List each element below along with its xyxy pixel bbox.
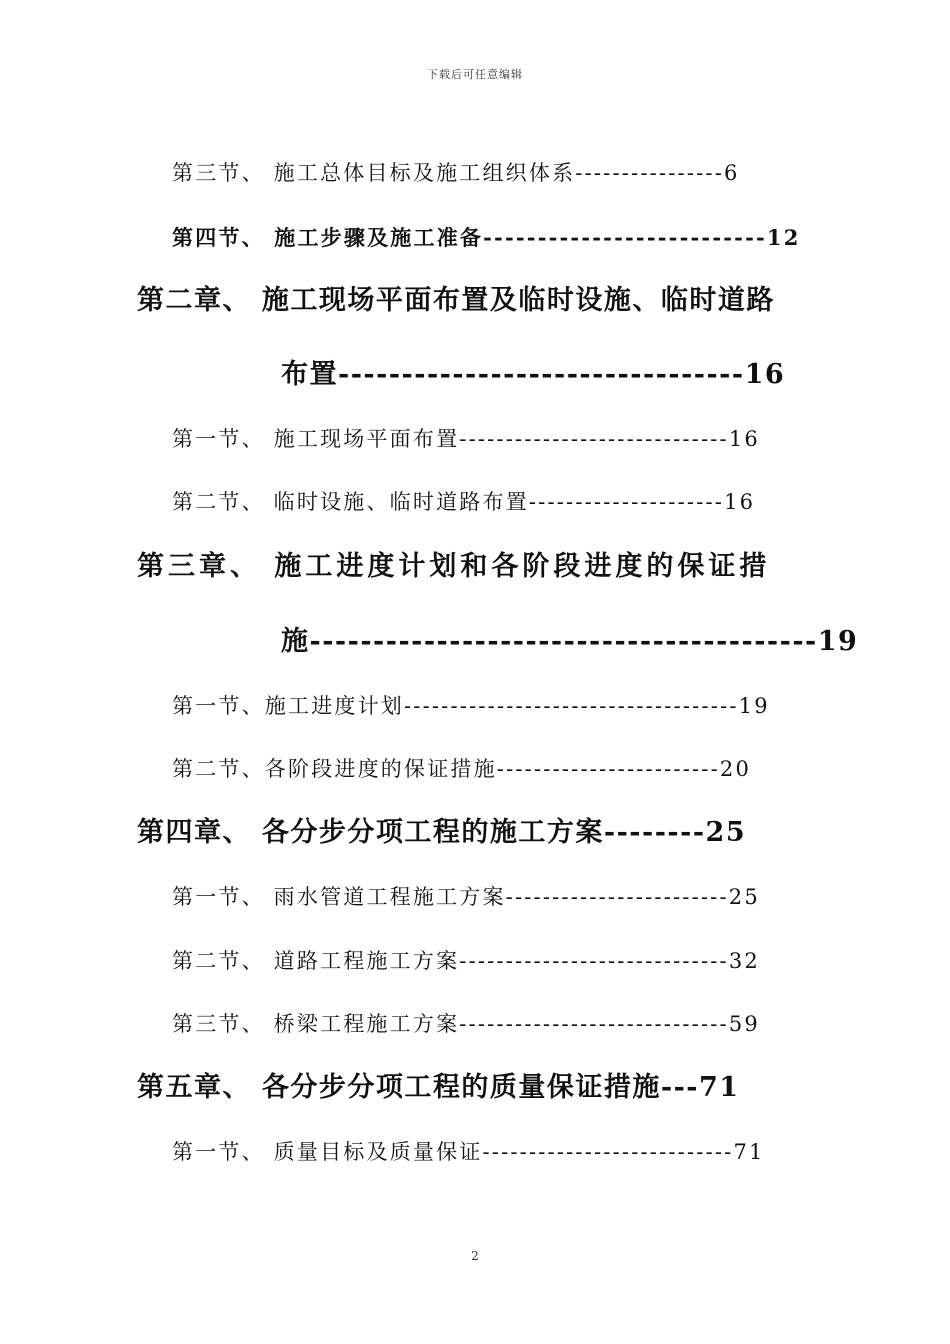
toc-section-2-1[interactable]: 第一节、 施工现场平面布置-----------------------------16 [172,427,760,451]
toc-chapter-3-line1[interactable]: 第三章、 施工进度计划和各阶段进度的保证措 [137,551,771,582]
toc-section-3a-1[interactable]: 第一节、施工进度计划------------------------------------19 [172,694,770,718]
page-number: 2 [471,1249,479,1263]
toc-section-2-2[interactable]: 第二节、 临时设施、临时道路布置---------------------16 [172,490,756,514]
toc-chapter-3-line2[interactable]: 施----------------------------------------19 [281,626,859,657]
toc-chapter-2-line2[interactable]: 布置--------------------------------16 [281,359,786,390]
page-header: 下载后可任意编辑 [427,68,523,81]
toc-chapter-4[interactable]: 第四章、 各分步分项工程的施工方案--------25 [137,817,747,848]
toc-section-4a-3[interactable]: 第三节、 桥梁工程施工方案-----------------------------59 [172,1012,760,1036]
toc-section-3a-2[interactable]: 第二节、各阶段进度的保证措施------------------------20 [172,757,752,781]
toc-chapter-5[interactable]: 第五章、 各分步分项工程的质量保证措施---71 [137,1072,740,1103]
toc-section-4-1[interactable]: 第四节、 施工步骤及施工准备--------------------------12 [172,225,801,250]
toc-section-5-1[interactable]: 第一节、 质量目标及质量保证---------------------------71 [172,1140,765,1164]
toc-section-4a-1[interactable]: 第一节、 雨水管道工程施工方案------------------------25 [172,885,760,909]
toc-chapter-2-line1[interactable]: 第二章、 施工现场平面布置及临时设施、临时道路 [137,285,775,316]
toc-section-4a-2[interactable]: 第二节、 道路工程施工方案-----------------------------32 [172,949,760,973]
toc-section-3-1[interactable]: 第三节、 施工总体目标及施工组织体系----------------6 [172,161,740,185]
